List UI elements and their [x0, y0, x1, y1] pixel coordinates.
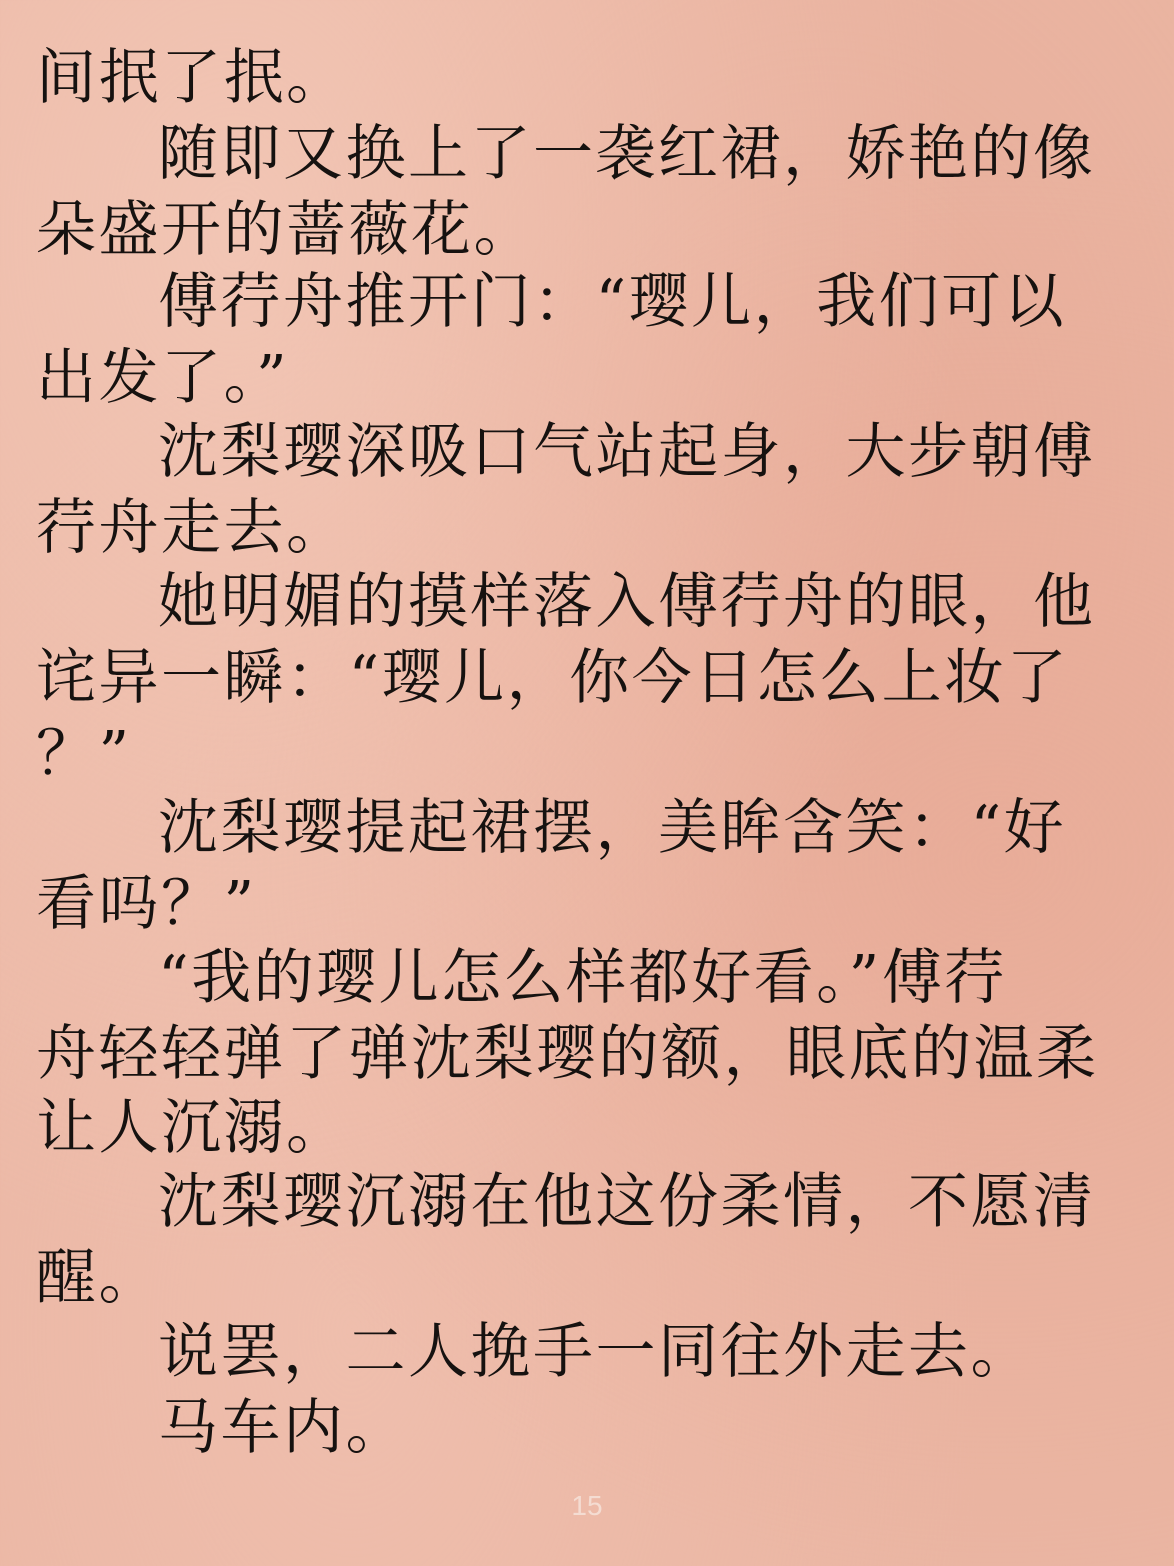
text-line: “我的璎儿怎么样都好看。”傅荇	[158, 943, 1007, 1013]
page-number: 15	[571, 1490, 603, 1521]
text-line: 说罢，二人挽手一同往外走去。	[158, 1317, 1033, 1387]
text-line: 诧异一瞬：“璎儿，你今日怎么上妆了	[36, 643, 1070, 713]
text-line: 让人沉溺。	[36, 1093, 349, 1163]
text-line: 出发了。”	[36, 343, 290, 413]
text-line: 舟轻轻弹了弹沈梨璎的额，眼底的温柔	[36, 1019, 1099, 1089]
text-line: 荇舟走去。	[36, 493, 349, 563]
text-line: 马车内。	[158, 1393, 408, 1463]
text-line: 她明媚的摸样落入傅荇舟的眼，他	[158, 567, 1096, 637]
text-line: 随即又换上了一袭红裙，娇艳的像	[158, 119, 1096, 189]
text-line: 间抿了抿。	[36, 43, 349, 113]
text-line: 朵盛开的蔷薇花。	[36, 195, 536, 265]
text-line: 沈梨璎深吸口气站起身，大步朝傅	[158, 417, 1096, 487]
text-line: 沈梨璎提起裙摆，美眸含笑：“好	[158, 793, 1067, 863]
text-line: 看吗？”	[36, 869, 257, 939]
text-line: 沈梨璎沉溺在他这份柔情，不愿清	[158, 1167, 1096, 1237]
text-line: 傅荇舟推开门：“璎儿，我们可以	[158, 267, 1067, 337]
text-line: ？”	[36, 719, 132, 789]
text-line: 醒。	[36, 1243, 161, 1313]
